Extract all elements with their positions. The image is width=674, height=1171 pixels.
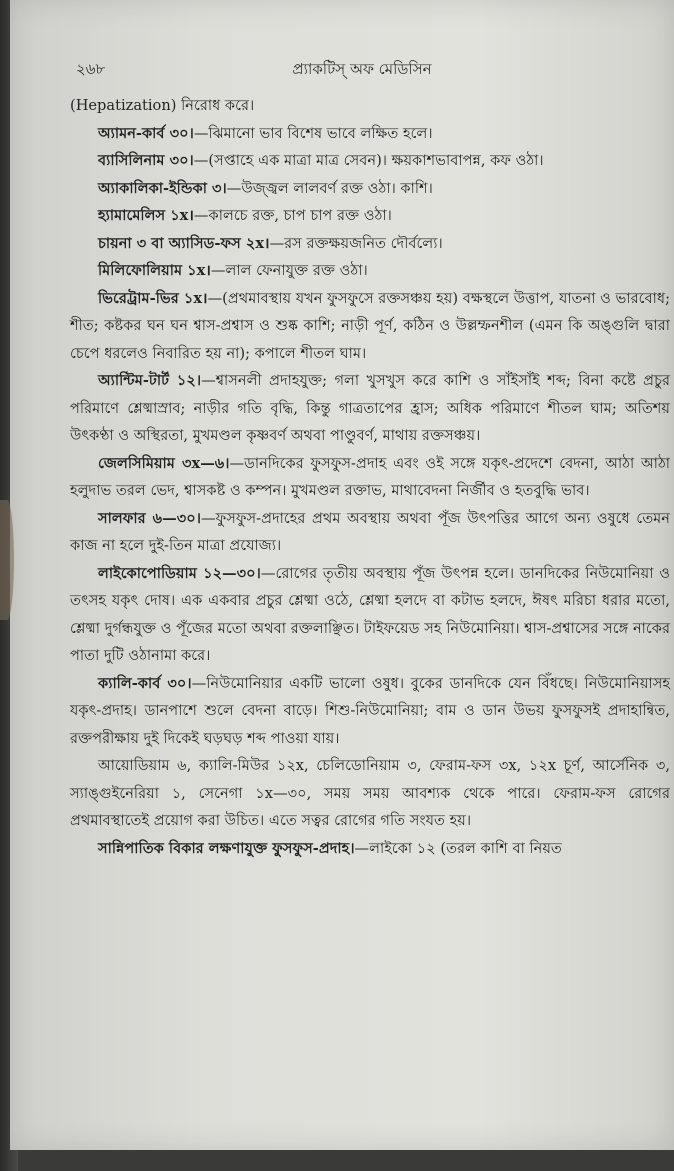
remedy-name: অ্যান্টিম-টার্ট ১২। bbox=[98, 372, 202, 389]
thumb-shadow bbox=[0, 500, 14, 620]
remedy-name: ক্যালি-কার্ব ৩০। bbox=[98, 674, 192, 692]
paragraph-text: —রোগের তৃতীয় অবস্থায় পূঁজ উৎপন্ন হলে। ডানদিকের নিউমোনিয়া ও তৎসহ যকৃৎ দোষ। এক একবার প্রচুর শ্লেষ্মা ওঠে, শ্লেষ্মা হলদে বা কটাভ হলদে, ঈষৎ মরিচা ধরার মতো, শ্লেষ্মা দুর্গন্ধযুক্ত ও পূঁজের মতো অথবা রক্তলাঞ্ছিত। টাইফয়েড সহ নিউমোনিয়া। শ্বাস-প্রশ্বাসের সঙ্গে নাকের পাতা দুটি ওঠানামা করে। bbox=[70, 564, 670, 664]
paragraph bbox=[70, 560, 670, 670]
paragraph bbox=[70, 367, 670, 450]
remedy-name: হ্যামামেলিস ১x। bbox=[98, 207, 194, 224]
running-title: প্র্যাকটিস্ অফ মেডিসিন bbox=[292, 60, 432, 78]
remedy-name: লাইকোপোডিয়াম ১২—৩০। bbox=[98, 564, 261, 582]
paragraph-text: —উজ্জ্বল লালবর্ণ রক্ত ওঠা। কাশি। bbox=[226, 179, 433, 197]
remedy-name: মিলিফোলিয়াম ১x। bbox=[98, 262, 211, 279]
remedy-name: সান্নিপাতিক বিকার লক্ষণাযুক্ত ফুসফুস-প্রদাহ। bbox=[98, 839, 355, 857]
page-number: ২৬৮ bbox=[76, 60, 106, 78]
paragraph bbox=[70, 450, 670, 505]
paragraph-text: —(সপ্তাহে এক মাত্রা মাত্র সেবন)। ক্ষয়কাশভাবাপন্ন, কফ ওঠা। bbox=[193, 152, 544, 169]
paragraph bbox=[70, 230, 670, 258]
paragraph-text: —কালচে রক্ত, চাপ চাপ রক্ত ওঠা। bbox=[193, 207, 392, 224]
remedy-name: অ্যামন-কার্ব ৩০। bbox=[98, 124, 194, 142]
paragraph bbox=[70, 670, 670, 753]
paragraph-text: —নিউমোনিয়ার একটি ভালো ওষুধ। বুকের ডানদিকে যেন বিঁধছে। নিউমোনিয়াসহ যকৃৎ-প্রদাহ। ডানপাশে শুলে বেদনা বাড়ে। শিশু-নিউমোনিয়া; বাম ও ডান উভয় ফুসফুসই প্রদাহান্বিত, রক্তপরীক্ষায় দুই দিকেই ঘড়ঘড় শব্দ পাওয়া যায়। bbox=[70, 674, 671, 747]
paragraph-text: —ডানদিকের ফুসফুস-প্রদাহ এবং ওই সঙ্গে যকৃৎ-প্রদেশে বেদনা, আঠা আঠা হলুদাভ তরল ভেদ, শ্বাসকষ্ট ও কম্পন। মুখমণ্ডল রক্তাভ, মাথাবেদনা নির্জীব ও হতবুদ্ধি ভাব। bbox=[70, 454, 671, 499]
page-header bbox=[70, 58, 654, 82]
paragraph-text: —ফুসফুস-প্রদাহের প্রথম অবস্থায় অথবা পূঁজ উৎপত্তির আগে অন্য ওষুধে তেমন কাজ না হলে দুই-তিন মাত্রা প্রযোজ্য। bbox=[70, 509, 670, 554]
remedy-name: চায়না ৩ বা অ্যাসিড-ফস ২x। bbox=[98, 234, 270, 252]
paragraph bbox=[70, 505, 670, 560]
remedy-name: সালফার ৬—৩০। bbox=[98, 509, 201, 527]
paragraph-text: —রস রক্তক্ষয়জনিত দৌর্বল্যে। bbox=[269, 234, 443, 252]
paragraph bbox=[70, 202, 670, 230]
paragraph bbox=[70, 752, 670, 835]
remedy-name: অ্যাকালিকা-ইন্ডিকা ৩। bbox=[98, 179, 227, 197]
paragraph-text: (Hepatization) নিরোধ করে। bbox=[70, 97, 255, 114]
paragraph-text: —লাল ফেনাযুক্ত রক্ত ওঠা। bbox=[210, 262, 368, 279]
paragraph bbox=[70, 257, 670, 285]
page-body bbox=[70, 92, 670, 862]
paragraph bbox=[70, 835, 670, 863]
book-page bbox=[10, 0, 674, 1150]
paragraph-text: আয়োডিয়াম ৬, ক্যালি-মিউর ১২x, চেলিডোনিয়াম ৩, ফেরাম-ফস ৩x, ১২x চূর্ণ, আর্সেনিক ৩, স্যাঙ্গুইনেরিয়া ১, সেনেগা ১x—৩০, সময় সময় আবশ্যক থেকে পারে। ফেরাম-ফস রোগের প্রথমাবস্থাতেই প্রয়োগ করা উচিত। এতে সত্বর রোগের গতি সংযত হয়। bbox=[70, 757, 670, 829]
paragraph bbox=[70, 175, 670, 203]
paragraph bbox=[70, 147, 670, 175]
paragraph-text: —(প্রথমাবস্থায় যখন ফুসফুসে রক্তসঞ্চয় হয়) বক্ষস্থলে উত্তাপ, যাতনা ও ভারবোধ; শীত; কষ্টকর ঘন ঘন শ্বাস-প্রশ্বাস ও শুষ্ক কাশি; নাড়ী পূর্ণ, কঠিন ও উল্লম্ফনশীল (এমন কি অঙ্গুলি দ্বারা চেপে ধরলেও নিবারিত হয় না); কপালে শীতল ঘাম। bbox=[70, 289, 670, 362]
paragraph-text: —ঝিমানো ভাব বিশেষ ভাবে লক্ষিত হলে। bbox=[193, 124, 433, 142]
paragraph-text: —শ্বাসনলী প্রদাহযুক্ত; গলা খুসখুস করে কাশি ও সাঁইসাঁই শব্দ; বিনা কষ্টে প্রচুর পরিমাণে শ্লেষ্মাস্রাব; নাড়ীর গতি বৃদ্ধি, কিন্তু গাত্রতাপের হ্রাস; অধিক পরিমাণে শীতল ঘাম; অতিশয় উৎকণ্ঠা ও অস্থিরতা, মুখমণ্ডল কৃষ্ণবর্ণ অথবা পাণ্ডুবর্ণ, মাথায় রক্তসঞ্চয়। bbox=[70, 372, 670, 444]
paragraph bbox=[70, 120, 670, 148]
remedy-name: ব্যাসিলিনাম ৩০। bbox=[98, 152, 194, 169]
paragraph bbox=[70, 285, 670, 368]
paragraph bbox=[70, 92, 670, 120]
paragraph-text: —লাইকো ১২ (তরল কাশি বা নিয়ত bbox=[354, 839, 562, 857]
remedy-name: ভিরেট্রাম-ভির ১x। bbox=[98, 289, 208, 307]
remedy-name: জেলসিমিয়াম ৩x—৬। bbox=[98, 454, 230, 472]
